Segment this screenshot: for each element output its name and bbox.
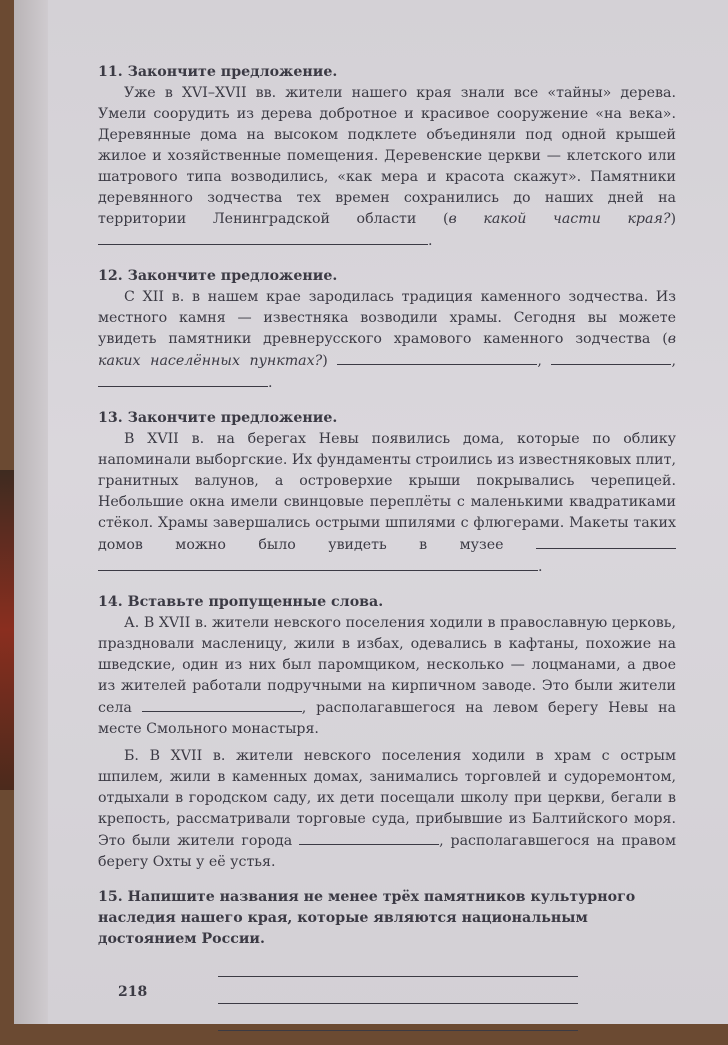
task-13: [98, 408, 676, 578]
task-12: [98, 266, 676, 394]
answer-blank[interactable]: [536, 534, 676, 549]
task-title: 12. Закончите предложение.: [98, 268, 338, 284]
answer-line[interactable]: [218, 977, 578, 1004]
task-hint: в каких населённых пунктах?: [98, 331, 676, 369]
task-15: [98, 887, 676, 1031]
answer-blank[interactable]: [98, 230, 428, 245]
answer-blank[interactable]: [98, 372, 268, 387]
answer-blank[interactable]: [551, 350, 671, 365]
page-content: [98, 62, 676, 1045]
task-text-a: А. В XVII в. жители невского поселения ходили в православную церковь, праздновали масленицу, жили в избах, одевались в кафтаны, похожие на шведские, один из них был паромщиком, несколько — лоцманами, а двое из жителей работали подручными на кирпичном заводе. Это были жители села , располагавшегося на левом берегу Невы на месте Смольного монастыря.: [98, 615, 676, 737]
task-text: В XVII в. на берегах Невы появились дома, которые по облику напоминали выборгские. Их фундаменты строились из известняковых плит, гранитных валунов, а островерхие крыши покрывались черепицей. Небольшие окна имели свинцовые переплёты с маленькими квадратиками стёкол. Храмы завершались острыми шпилями с флюгерами. Макеты таких домов можно было увидеть в музее .: [98, 431, 676, 575]
task-title: 15. Напишите названия не менее трёх памятников культурного наследия нашего края, которые являются национальным достоянием России.: [98, 889, 636, 947]
task-text: С XII в. в нашем крае зародилась традиция каменного зодчества. Из местного камня — известняка возводили храмы. Сегодня вы можете увидеть памятники древнерусского храмового каменного зодчества (в каких населённых пунктах?) , , .: [98, 289, 676, 391]
task-hint: в какой части края?: [448, 211, 671, 227]
task-title: 13. Закончите предложение.: [98, 410, 338, 426]
answer-blank[interactable]: [299, 830, 439, 845]
task-11: [98, 62, 676, 252]
task-title: 11. Закончите предложение.: [98, 64, 338, 80]
answer-blank[interactable]: [98, 556, 538, 571]
page-spine: [14, 0, 48, 1024]
answer-blank[interactable]: [337, 350, 537, 365]
task-title: 14. Вставьте пропущенные слова.: [98, 594, 384, 610]
task-text-b: Б. В XVII в. жители невского поселения ходили в храм с острым шпилем, жили в каменных домах, занимались торговлей и судоремонтом, отдыхали в городском саду, их дети посещали школу при церкви, бегали в крепость, рассматривали торговые суда, прибывшие из Балтийского моря. Это были жители города , располагавшегося на правом берегу Охты у её устья.: [98, 748, 677, 870]
page-number: 218: [118, 984, 148, 1000]
answer-blank[interactable]: [142, 697, 302, 712]
book-edge: [0, 470, 14, 790]
task-text: Уже в XVI–XVII вв. жители нашего края знали все «тайны» дерева. Умели соорудить из дерева добротное и красивое сооружение «на века». Деревянные дома на высоком подклете объединяли под одной крышей жилое и хозяйственные помещения. Деревенские церкви — клетского или шатрового типа возводились, «как мера и красота скажут». Памятники деревянного зодчества тех времен сохранились до наших дней на территории Ленинградской области (в какой части края?) .: [98, 85, 676, 249]
task-14: [98, 592, 676, 873]
answer-line[interactable]: [218, 950, 578, 977]
answer-line[interactable]: [218, 1004, 578, 1031]
